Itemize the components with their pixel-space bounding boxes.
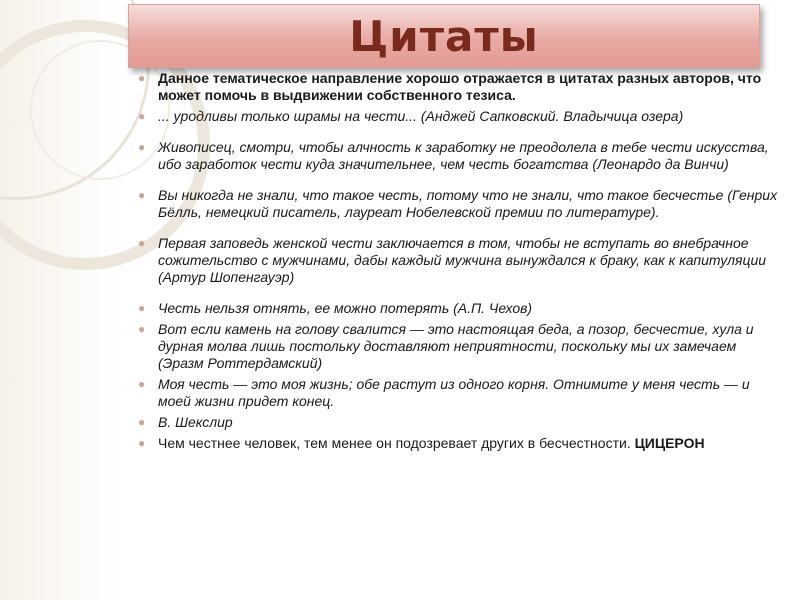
bullet-icon: ● <box>138 140 146 154</box>
spacer <box>138 286 778 300</box>
quote-item <box>138 108 778 125</box>
quote-item <box>138 321 778 372</box>
intro-text: Данное тематическое направление хорошо отражается в цитатах разных авторов, что может помочь в выдвижении собственного тезиса. <box>158 70 762 103</box>
quote-item <box>138 187 778 221</box>
quotes-list <box>138 70 778 452</box>
quote-text: Моя честь — это моя жизнь; обе растут из одного корня. Отнимите у меня честь — и моей жизни придет конец. <box>158 376 750 409</box>
quote-text: Живописец, смотри, чтобы алчность к заработку не преодолела в тебе чести искусства, ибо заработок чести куда значительнее, чем честь богатства (Леонардо да Винчи) <box>158 139 769 172</box>
bullet-icon: ● <box>138 188 146 202</box>
quote-text: Чем честнее человек, тем менее он подозревает других в бесчестности. <box>158 435 631 451</box>
bullet-icon: ● <box>138 301 146 315</box>
bullet-icon: ● <box>138 436 146 450</box>
bullet-icon: ● <box>138 377 146 391</box>
bullet-icon: ● <box>138 236 146 250</box>
quote-item <box>138 235 778 286</box>
spacer <box>138 125 778 139</box>
bullet-icon: ● <box>138 109 146 123</box>
quote-item <box>138 435 778 452</box>
quote-text: Вот если камень на голову свалится — это настоящая беда, а позор, бесчестие, хула и дурная молва лишь постольку доставляют неприятности, поскольку мы их замечаем (Эразм Роттердамский) <box>158 321 754 371</box>
title-banner <box>128 4 760 68</box>
bullet-icon: ● <box>138 322 146 336</box>
bullet-icon: ● <box>138 415 146 429</box>
bullet-icon: ● <box>138 71 146 85</box>
quote-item <box>138 139 778 173</box>
quote-author: В. Шекслир <box>158 414 233 430</box>
quote-text: Вы никогда не знали, что такое честь, потому что не знали, что такое бесчестье (Генрих Бёлль, немецкий писатель, лауреат Нобелевской премии по литературе). <box>158 187 778 220</box>
quote-item <box>138 376 778 410</box>
quote-text: Первая заповедь женской чести заключается в том, чтобы не вступать во внебрачное сожительство с мужчинами, дабы каждый мужчина вынуждался к браку, как к капитуляции (Артур Шопенгауэр) <box>158 235 767 285</box>
spacer <box>138 221 778 235</box>
quote-item <box>138 414 778 431</box>
quote-text: Честь нельзя отнять, ее можно потерять (А.П. Чехов) <box>158 300 533 316</box>
quote-text: ... уродливы только шрамы на чести... (Анджей Сапковский. Владычица озера) <box>158 108 684 124</box>
slide-title: Цитаты <box>349 11 539 61</box>
quote-author: ЦИЦЕРОН <box>634 435 705 451</box>
spacer <box>138 173 778 187</box>
quote-item <box>138 300 778 317</box>
intro-item <box>138 70 778 104</box>
